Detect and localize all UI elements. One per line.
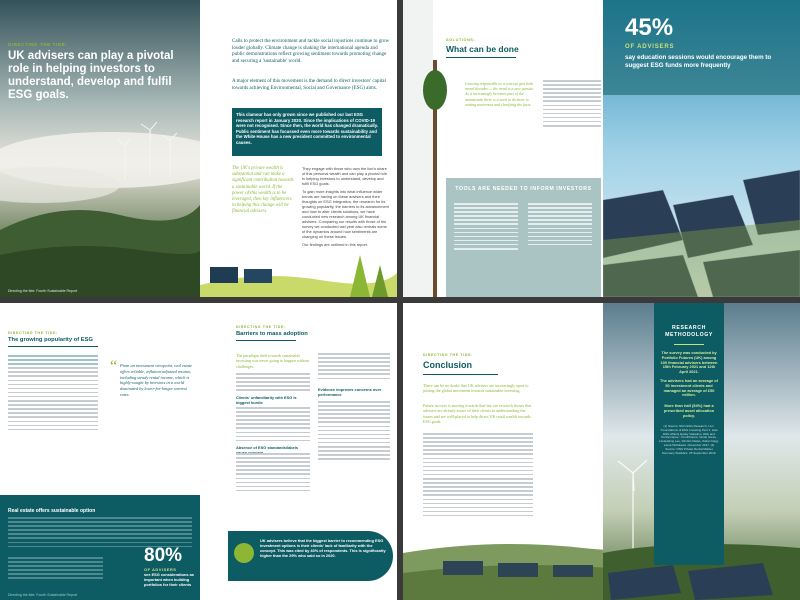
methodology-text-3: More than half (54%) had a prescribed asset allocation policy. — [663, 403, 715, 418]
body-paragraph: To gain more insights into what influence wider trends are having on these advisers and their thoughts on ESG integration, the research for its growing popularity, the barriers to its advancement and how to alter clients solutions, we have conducted new research among UK financial advisers. Comparing our results with those of the survey we conducted last year also reveals some of the dynamics around how sentiments are changing on these issues. — [302, 189, 389, 239]
section-tag: DIRECTING THE TIDE: — [8, 331, 58, 335]
body-paragraph: They engage with those who own the lion's share of this personal wealth and can play a pivotal role in helping investors to understand, develop and fulfil ESG goals. — [302, 166, 387, 186]
banner-text: UK advisers believe that the biggest barrier to recommending ESG investment options is their clients' lack of familiarity with the concept. This was cited by 43% of respondents. This is significantly higher than the 29% who said so in 2020. — [260, 538, 386, 558]
heading-rule — [423, 374, 498, 375]
body-paragraph: Our findings are outlined in this report. — [302, 242, 368, 247]
body-text-block — [318, 401, 390, 462]
pull-quote: Prom an investment viewpoint, real estate offers reliable, inflation-adjusted returns, including steady rental income, which is highly-sought by investors in a world dominated by lower-for-longer interest rates. — [120, 363, 192, 397]
subheading: Evidence improves concerns over performance — [318, 387, 382, 397]
heading-rule — [446, 57, 516, 58]
barrier-banner — [228, 531, 393, 581]
spread-esg-role — [0, 0, 397, 297]
pull-quote: The UK's private wealth is substantial and can make a significant contribution towards a sustainable world. If the power of this wealth is to be leveraged, then key influencers in helping this change will be financial advisers. — [232, 166, 294, 215]
lead-paragraph-2: Future success is moving towards that but our research shows that advisers are already aware of their clients in understanding the issues and are well-placed to help direct UK retail wealth towards ESG goals. — [423, 403, 532, 424]
methodology-text-1: The survey was conducted by Portfolio Futures (UK) among 100 financial advisers between 15th February 2021 and 12th April 2021. — [660, 350, 718, 375]
tree-illustration — [423, 60, 447, 297]
intro-paragraph-2: A major element of this movement is the demand to direct investors' capital towards achieving Environmental, Social and Governance (ESG) aims. — [232, 78, 386, 91]
section-heading: Conclusion — [423, 360, 472, 370]
section-heading: What can be done — [446, 44, 519, 54]
body-text-block — [318, 353, 390, 382]
lead-paragraph: The paradigm shift towards sustainable investing was never going to happen without challenges. — [236, 353, 310, 369]
body-text-block — [236, 453, 310, 494]
methodology-text-2: The advisers had an average of 50 investment clients and managed an average of £50 million. — [660, 378, 718, 398]
section-heading: The growing popularity of ESG — [8, 337, 94, 343]
page-headline: UK advisers can play a pivotal role in helping investors to understand, develop and fulfil ESG goals. — [8, 50, 174, 101]
stat-value: 45% — [625, 14, 674, 41]
methodology-rule — [674, 344, 704, 345]
stat-description: see ESG considerations as important when building portfolios for their clients — [144, 572, 194, 587]
methodology-panel — [654, 303, 724, 565]
section-tag-right: DIRECTING THE TIDE: — [236, 325, 286, 329]
subheading: Clients' unfamiliarity with ESG is biggest hurdle — [236, 395, 297, 405]
subheading: Absence of ESG standards/labels — [236, 445, 299, 450]
page-footer: Directing the tide: Fourth Sustainable Report — [8, 593, 78, 597]
callout-box — [232, 108, 382, 156]
globe-icon — [234, 543, 254, 563]
section-heading-right: Barriers to mass adoption — [236, 331, 308, 337]
tools-panel — [446, 178, 601, 297]
body-text-block — [543, 80, 601, 129]
methodology-heading: RESEARCH METHODOLOGY — [665, 325, 713, 338]
real-estate-panel — [0, 495, 200, 600]
solar-panel-illustration — [200, 245, 397, 297]
section-tag: DIRECTING THE TIDE: — [8, 42, 68, 47]
body-text-block — [8, 355, 98, 433]
panel-heading: Real estate offers sustainable option — [8, 508, 96, 514]
section-tag: SOLUTIONS: — [446, 38, 476, 42]
callout-text: This clamour has only grown since we published our last ESG research report in January 2020. Since the implications of COVID-19 were not recognised. Since then, the world has changed dramatically. Public sentiment has focussed even more towards sustainability and the White House has a new president committed to environmental causes. — [236, 112, 378, 145]
lead-paragraph: Growing responsible as a concept gets both moral decades — the trend is a new pursuit. As it increasingly becomes part of the mainstream there is a need to do more in raising awareness and clarifying the facts. — [465, 82, 534, 107]
tools-text-right — [528, 203, 592, 248]
body-column — [302, 166, 390, 247]
section-tag: DIRECTING THE TIDE: — [423, 353, 473, 357]
stat-label: OF ADVISERS — [144, 567, 177, 572]
stat-label: OF ADVISERS — [625, 44, 675, 50]
stat-description: say education sessions would encourage them to suggest ESG funds more frequently — [625, 54, 772, 69]
intro-paragraph: Calls to protect the environment and tackle social injustices continue to grow louder globally. Climate change is shaking the international agenda and public demonstrations reflect growing sentiment towards promoting change and securing a 'sustainable' world. — [232, 38, 390, 64]
heading-rule-right — [236, 340, 296, 341]
methodology-sources: (1) Source: NKO ESG Research, LLC. "Foundations of ESG Investing Part 1: How ESG Affects Equity Valuation, Risk and Performance." Contributors: Guido Giese, Linda-Eling Lee, Dimitris Melas, Zoltan Nagy, Laura Nishikawa. November 2017. (2) Source: ONS Private Rental Market Summary Statistics. 25 September 2019. — [659, 424, 719, 455]
tools-heading: TOOLS ARE NEEDED TO INFORM INVESTORS — [455, 186, 592, 192]
spread-what-can-be-done — [403, 0, 800, 297]
body-text-block — [236, 373, 310, 393]
tools-text-left — [454, 203, 518, 252]
body-text-block — [236, 407, 310, 444]
stat-value: 80% — [144, 545, 183, 566]
spread-conclusion — [403, 303, 800, 600]
heading-rule — [8, 346, 98, 347]
spread-popularity-barriers — [0, 303, 397, 600]
lead-paragraph: There can be no doubt that UK advisers are increasingly open to joining the global movement towards sustainable investing. — [423, 383, 529, 394]
page-footer: Directing the tide: Fourth Sustainable Report — [8, 289, 78, 293]
quote-mark: “ — [110, 358, 118, 375]
panel-text-left — [8, 557, 103, 582]
